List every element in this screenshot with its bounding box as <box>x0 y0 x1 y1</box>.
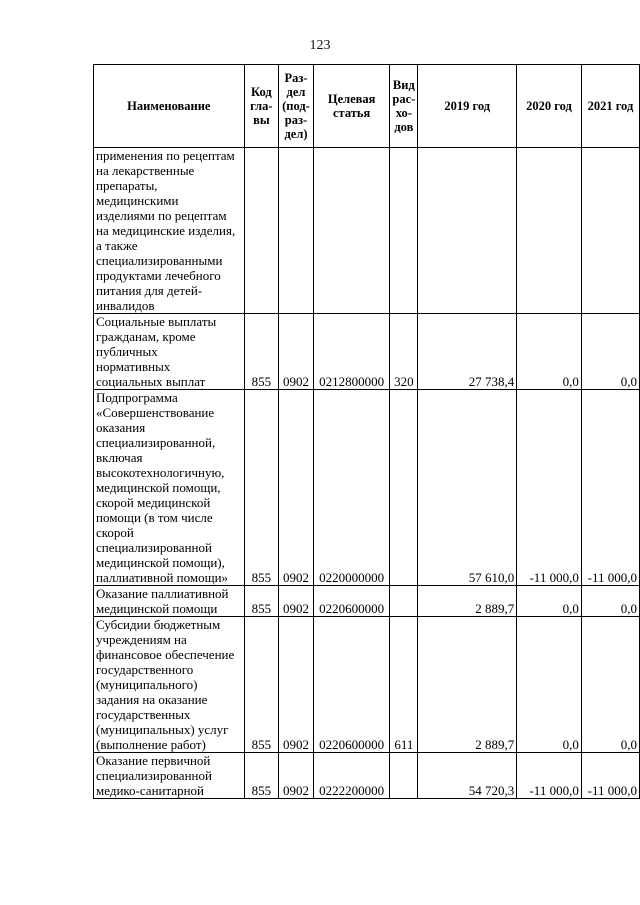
row-vid <box>390 148 418 314</box>
row-2021: 0,0 <box>581 617 639 753</box>
row-2020: 0,0 <box>517 586 582 617</box>
row-2021 <box>581 148 639 314</box>
header-name: Наименование <box>94 65 245 148</box>
row-name: Оказание паллиативной медицинской помощи <box>94 586 245 617</box>
row-glava: 855 <box>244 617 278 753</box>
row-vid: 320 <box>390 314 418 390</box>
table-row <box>94 390 640 586</box>
table-row <box>94 148 640 314</box>
header-2020: 2020 год <box>517 65 582 148</box>
row-glava: 855 <box>244 753 278 799</box>
row-glava <box>244 148 278 314</box>
row-2020: 0,0 <box>517 314 582 390</box>
header-vid: Вид рас- хо- дов <box>390 65 418 148</box>
row-2020: -11 000,0 <box>517 753 582 799</box>
row-2019: 27 738,4 <box>418 314 517 390</box>
row-glava: 855 <box>244 314 278 390</box>
row-razdel: 0902 <box>279 390 314 586</box>
row-razdel <box>279 148 314 314</box>
row-statya: 0220000000 <box>313 390 389 586</box>
row-vid <box>390 586 418 617</box>
budget-table <box>93 64 640 799</box>
row-glava: 855 <box>244 586 278 617</box>
table-header-row <box>94 65 640 148</box>
row-2021: -11 000,0 <box>581 753 639 799</box>
header-glava: Код гла- вы <box>244 65 278 148</box>
row-2021: 0,0 <box>581 314 639 390</box>
row-2019: 2 889,7 <box>418 617 517 753</box>
header-statya: Целевая статья <box>313 65 389 148</box>
row-statya: 0220600000 <box>313 586 389 617</box>
row-name: Оказание первичной специализированной медико-санитарной <box>94 753 245 799</box>
table-row <box>94 586 640 617</box>
row-vid: 611 <box>390 617 418 753</box>
row-2019: 54 720,3 <box>418 753 517 799</box>
row-razdel: 0902 <box>279 753 314 799</box>
row-name: Подпрограмма «Совершенствование оказания специализированной, включая высокотехнологичную, медицинской помощи, скорой медицинской помощи (в том числе скорой специализированной медицинской помощи), паллиативной помощи» <box>94 390 245 586</box>
row-razdel: 0902 <box>279 586 314 617</box>
row-razdel: 0902 <box>279 617 314 753</box>
row-name: Субсидии бюджетным учреждениям на финансовое обеспечение государственного (муниципального) задания на оказание государственных (муниципальных) услуг (выполнение работ) <box>94 617 245 753</box>
row-name: Социальные выплаты гражданам, кроме публичных нормативных социальных выплат <box>94 314 245 390</box>
row-vid <box>390 753 418 799</box>
row-statya: 0222200000 <box>313 753 389 799</box>
row-glava: 855 <box>244 390 278 586</box>
row-2020: 0,0 <box>517 617 582 753</box>
header-2021: 2021 год <box>581 65 639 148</box>
header-razdel: Раз- дел (под- раз- дел) <box>279 65 314 148</box>
table-row <box>94 314 640 390</box>
row-vid <box>390 390 418 586</box>
row-2021: -11 000,0 <box>581 390 639 586</box>
row-2021: 0,0 <box>581 586 639 617</box>
row-statya <box>313 148 389 314</box>
row-2020: -11 000,0 <box>517 390 582 586</box>
row-razdel: 0902 <box>279 314 314 390</box>
row-2020 <box>517 148 582 314</box>
row-statya: 0220600000 <box>313 617 389 753</box>
table-row <box>94 753 640 799</box>
header-2019: 2019 год <box>418 65 517 148</box>
row-2019 <box>418 148 517 314</box>
row-name: применения по рецептам на лекарственные препараты, медицинскими изделиями по рецептам на медицинские изделия, а также специализированными продуктами лечебного питания для детей- инвалидов <box>94 148 245 314</box>
row-2019: 57 610,0 <box>418 390 517 586</box>
row-2019: 2 889,7 <box>418 586 517 617</box>
table-row <box>94 617 640 753</box>
page-number: 123 <box>309 38 331 53</box>
row-statya: 0212800000 <box>313 314 389 390</box>
